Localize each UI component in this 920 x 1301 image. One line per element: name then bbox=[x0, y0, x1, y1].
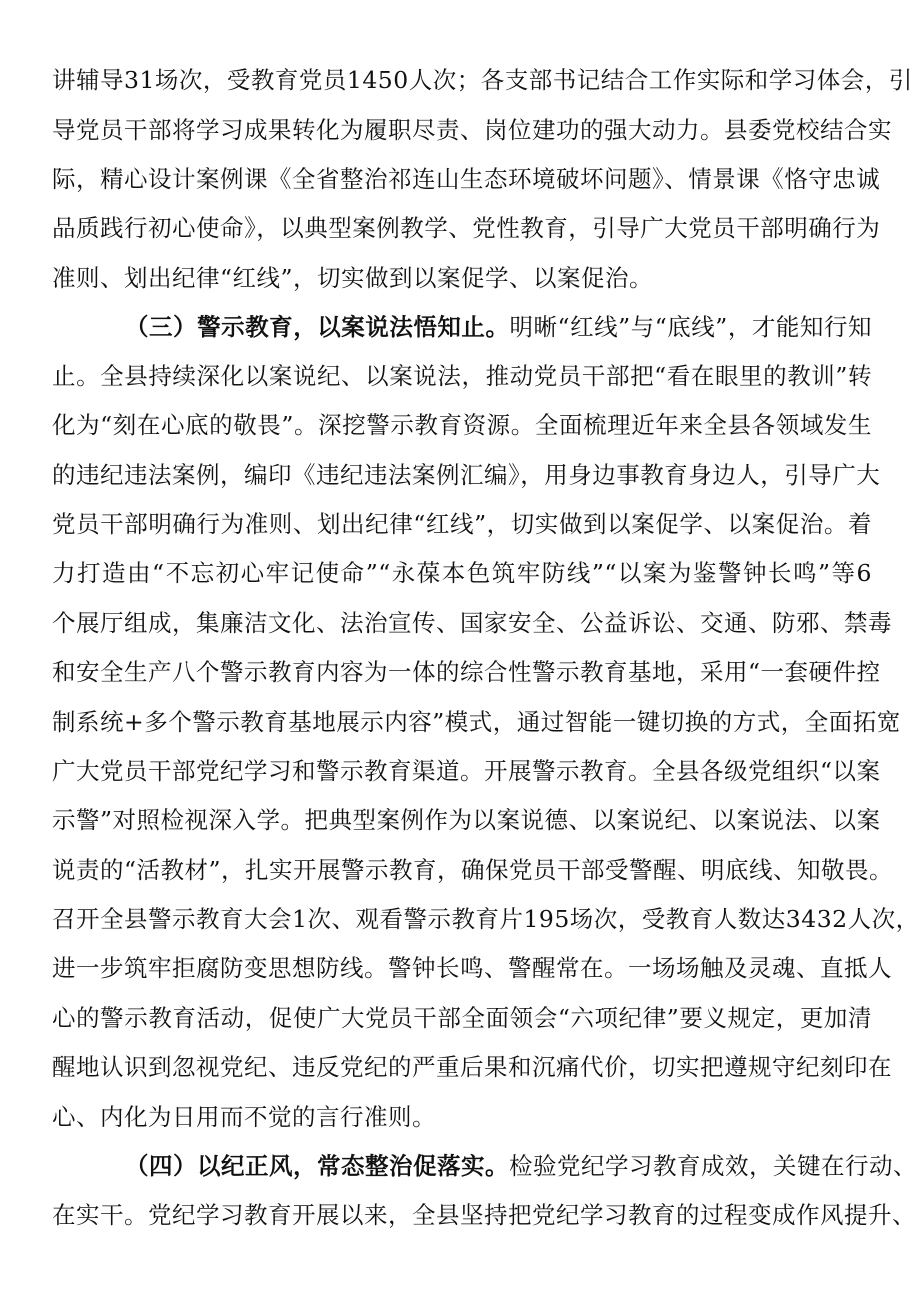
text-line: 际，精心设计案例课《全省整治祁连山生态环境破坏问题》、情景课《恪守忠诚 bbox=[52, 165, 881, 193]
text-line: 的违纪违法案例，编印《违纪违法案例汇编》，用身边事教育身边人，引导广大 bbox=[52, 461, 881, 489]
text-line: 党员干部明确行为准则、划出纪律“红线”，切实做到以案促学、以案促治。着 bbox=[52, 510, 872, 538]
text-line: 品质践行初心使命》，以典型案例教学、党性教育，引导广大党员干部明确行为 bbox=[52, 214, 881, 242]
section-heading: （三）警示教育，以案说法悟知止。 bbox=[125, 313, 510, 341]
text-span: 明晰“红线”与“底线”，才能知行知 bbox=[509, 313, 872, 341]
text-line: 和安全生产八个警示教育内容为一体的综合性警示教育基地，采用“一套硬件控 bbox=[52, 658, 881, 686]
text-line: 进一步筑牢拒腐防变思想防线。警钟长鸣、警醒常在。一场场触及灵魂、直抵人 bbox=[52, 954, 892, 982]
text-line: 说责的“活教材”，扎实开展警示教育，确保党员干部受警醒、明底线、知敬畏。 bbox=[52, 856, 894, 884]
text-line: 心的警示教育活动，促使广大党员干部全面领会“六项纪律”要义规定，更加清 bbox=[52, 1004, 872, 1032]
text-span: 检验党纪学习教育成效，关键在行动、 bbox=[509, 1152, 917, 1180]
text-line: 醒地认识到忽视党纪、违反党纪的严重后果和沉痛代价，切实把遵规守纪刻印在 bbox=[52, 1053, 892, 1081]
text-line: 在实干。党纪学习教育开展以来，全县坚持把党纪学习教育的过程变成作风提升、 bbox=[52, 1201, 916, 1229]
text-line: 讲辅导31场次，受教育党员1450人次；各支部书记结合工作实际和学习体会，引 bbox=[52, 66, 913, 94]
section-heading: （四）以纪正风，常态整治促落实。 bbox=[125, 1152, 509, 1180]
paragraph-first-line bbox=[125, 1149, 917, 1183]
text-line: 止。全县持续深化以案说纪、以案说法，推动党员干部把“看在眼里的教训”转 bbox=[52, 362, 872, 390]
text-line: 心、内化为日用而不觉的言行准则。 bbox=[52, 1103, 436, 1131]
text-line: 力打造由“不忘初心牢记使命”“永葆本色筑牢防线”“以案为鉴警钟长鸣”等6 bbox=[52, 559, 872, 587]
text-line: 化为“刻在心底的敬畏”。深挖警示教育资源。全面梳理近年来全县各领域发生 bbox=[52, 411, 872, 439]
text-line: 制系统+多个警示教育基地展示内容”模式，通过智能一键切换的方式，全面拓宽 bbox=[52, 708, 901, 736]
text-line: 召开全县警示教育大会1次、观看警示教育片195场次，受教育人数达3432人次， bbox=[52, 905, 920, 933]
paragraph-first-line bbox=[125, 310, 872, 344]
text-line: 导党员干部将学习成果转化为履职尽责、岗位建功的强大动力。县委党校结合实 bbox=[52, 116, 892, 144]
text-line: 个展厅组成，集廉洁文化、法治宣传、国家安全、公益诉讼、交通、防邪、禁毒 bbox=[52, 609, 892, 637]
text-line: 准则、划出纪律“红线”，切实做到以案促学、以案促治。 bbox=[52, 264, 654, 292]
text-line: 示警”对照检视深入学。把典型案例作为以案说德、以案说纪、以案说法、以案 bbox=[52, 806, 881, 834]
text-line: 广大党员干部党纪学习和警示教育渠道。开展警示教育。全县各级党组织“以案 bbox=[52, 757, 881, 785]
